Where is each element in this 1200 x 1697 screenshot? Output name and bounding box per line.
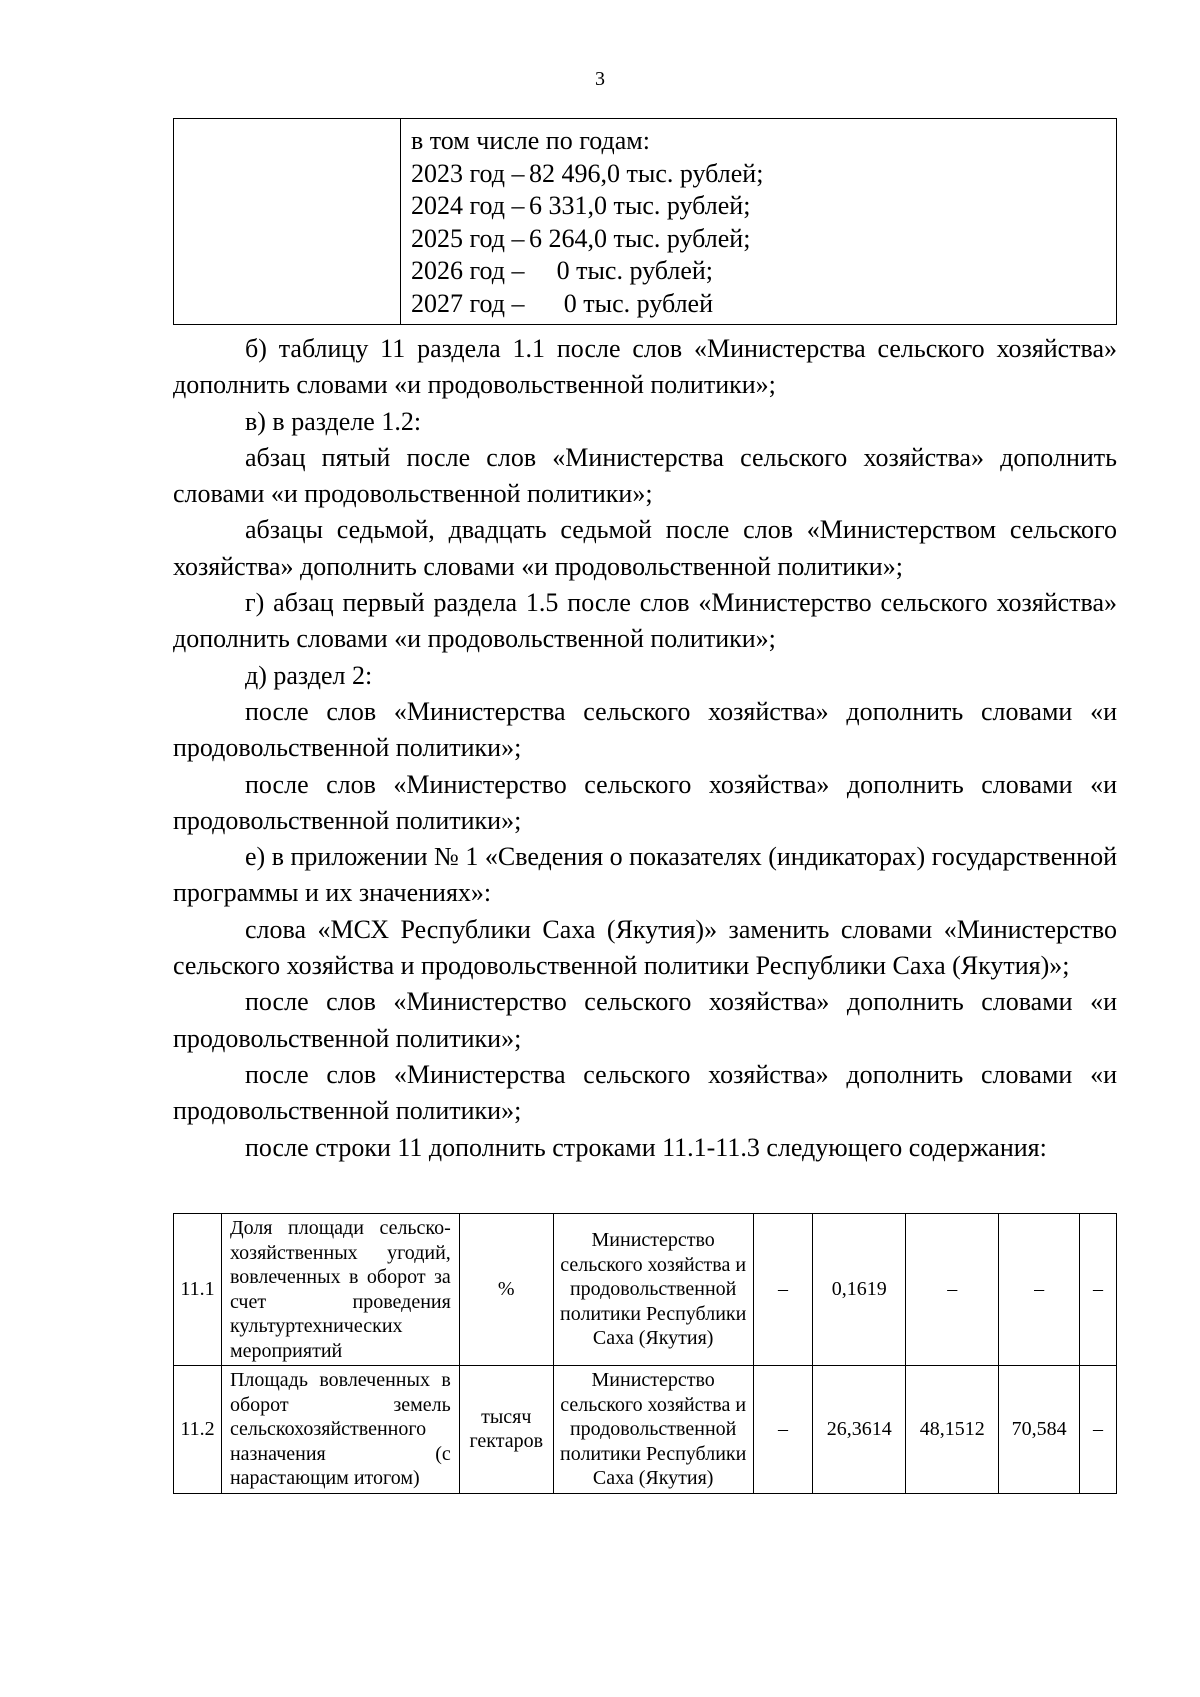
indicator-value: – [753, 1366, 813, 1494]
finance-amount: 82 496,0 тыс. рублей; [529, 158, 764, 188]
indicator-unit: тысяч гектаров [459, 1366, 553, 1494]
indicator-unit: % [459, 1214, 553, 1366]
finance-amount: 0 тыс. рублей [563, 288, 713, 318]
indicator-value: – [753, 1214, 813, 1366]
finance-table-empty-cell [174, 119, 401, 325]
finance-table [173, 118, 1117, 325]
finance-row [411, 255, 1116, 288]
indicator-value: – [1080, 1366, 1117, 1494]
paragraph: слова «МСХ Республики Саха (Якутия)» заменить словами «Министерство сельского хозяйства и продовольственной политики Республики Саха (Якутия)»; [173, 914, 1117, 981]
paragraph: е) в приложении № 1 «Сведения о показателях (индикаторах) государственной программы и их значениях»: [173, 842, 1117, 908]
indicator-responsible: Министерство сельского хозяйства и продовольственной политики Республики Саха (Якутия) [553, 1366, 753, 1494]
indicator-value: 26,3614 [813, 1366, 906, 1494]
paragraph: абзац пятый после слов «Министерства сельского хозяйства» дополнить словами «и продовольственной политики»; [173, 442, 1117, 509]
paragraph: после слов «Министерства сельского хозяйства» дополнить словами «и продовольственной политики»; [173, 696, 1117, 763]
indicator-value: 70,584 [999, 1366, 1080, 1494]
indicator-number: 11.1 [174, 1214, 222, 1366]
finance-amount: 6 264,0 тыс. рублей; [529, 223, 751, 253]
paragraph: в) в разделе 1.2: [245, 406, 422, 436]
finance-year: 2024 год – [411, 191, 525, 220]
finance-row [411, 223, 1116, 256]
indicator-number: 11.2 [174, 1366, 222, 1494]
finance-year: 2025 год – [411, 223, 525, 253]
finance-year: 2027 год – [411, 288, 525, 318]
page-number: 3 [595, 68, 605, 90]
paragraph: б) таблицу 11 раздела 1.1 после слов «Министерства сельского хозяйства» дополнить словами «и продовольственной политики»; [173, 334, 1117, 400]
paragraph: после слов «Министерства сельского хозяйства» дополнить словами «и продовольственной политики»; [173, 1059, 1117, 1126]
paragraph: г) абзац первый раздела 1.5 после слов «Министерство сельского хозяйства» дополнить словами «и продовольственной политики»; [173, 588, 1117, 654]
finance-row [411, 158, 1116, 191]
finance-amount: 6 331,0 тыс. рублей; [529, 191, 751, 220]
indicator-value: – [1080, 1214, 1117, 1366]
finance-row [411, 288, 1116, 321]
paragraph: абзацы седьмой, двадцать седьмой после слов «Министерством сельского хозяйства» дополнить словами «и продовольственной политики»; [173, 515, 1117, 581]
paragraph: после слов «Министерство сельского хозяйства» дополнить словами «и продовольственной политики»; [173, 987, 1117, 1053]
table-row [174, 1214, 1117, 1366]
finance-table-content-cell [401, 119, 1117, 325]
indicator-responsible: Министерство сельского хозяйства и продовольственной политики Республики Саха (Якутия) [553, 1214, 753, 1366]
finance-year: 2023 год – [411, 158, 525, 188]
indicator-name: Площадь вовлеченных в оборот земель сельскохозяйственного назначения (с нарастающим итогом) [221, 1366, 459, 1494]
finance-row [411, 190, 1116, 223]
paragraph: д) раздел 2: [245, 660, 373, 690]
table-row [174, 1366, 1117, 1494]
indicator-value: 0,1619 [813, 1214, 906, 1366]
finance-amount: 0 тыс. рублей; [556, 256, 713, 285]
indicator-name: Доля площади сельско-хозяйственных угодий, вовлеченных в оборот за счет проведения культуртехнических мероприятий [221, 1214, 459, 1366]
indicator-table [173, 1213, 1117, 1494]
document-body [173, 331, 1117, 1166]
indicator-value: 48,1512 [906, 1366, 999, 1494]
paragraph: после строки 11 дополнить строками 11.1-11.3 следующего содержания: [245, 1132, 1047, 1162]
indicator-value: – [999, 1214, 1080, 1366]
paragraph: после слов «Министерство сельского хозяйства» дополнить словами «и продовольственной политики»; [173, 769, 1117, 835]
finance-heading: в том числе по годам: [411, 126, 650, 155]
finance-year: 2026 год – [411, 256, 525, 285]
indicator-value: – [906, 1214, 999, 1366]
